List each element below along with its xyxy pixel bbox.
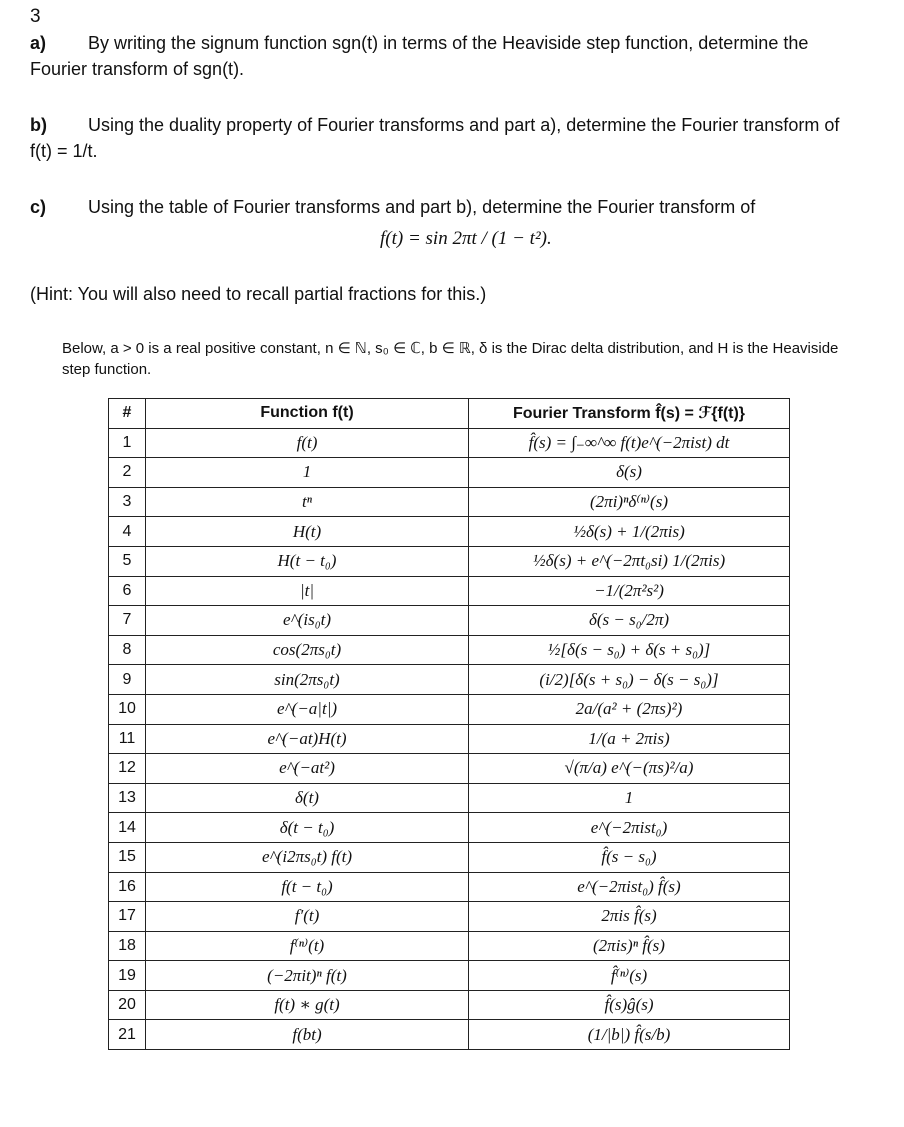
table-row: [109, 931, 790, 961]
row-transform: 2πis f̂(s): [469, 902, 790, 932]
row-function: e^(−at)H(t): [146, 724, 469, 754]
row-transform: e^(−2πist₀) f̂(s): [469, 872, 790, 902]
row-number: 9: [109, 665, 146, 695]
part-c-text: Using the table of Fourier transforms and part b), determine the Fourier transform of: [88, 197, 756, 217]
row-number: 21: [109, 1020, 146, 1050]
row-function: δ(t): [146, 783, 469, 813]
part-a: [30, 30, 864, 82]
table-row: [109, 517, 790, 547]
row-transform: ½[δ(s − s₀) + δ(s + s₀)]: [469, 635, 790, 665]
row-transform: (2πis)ⁿ f̂(s): [469, 931, 790, 961]
row-number: 12: [109, 754, 146, 784]
table-row: [109, 546, 790, 576]
table-row: [109, 487, 790, 517]
row-function: sin(2πs₀t): [146, 665, 469, 695]
table-row: [109, 990, 790, 1020]
row-function: cos(2πs₀t): [146, 635, 469, 665]
row-function: f(t − t₀): [146, 872, 469, 902]
row-transform: ½δ(s) + e^(−2πt₀si) 1/(2πis): [469, 546, 790, 576]
question-number: 3: [30, 6, 41, 27]
row-function: f(t) ∗ g(t): [146, 990, 469, 1020]
row-transform: f̂⁽ⁿ⁾(s): [469, 961, 790, 991]
table-row: [109, 635, 790, 665]
row-number: 14: [109, 813, 146, 843]
row-number: 2: [109, 458, 146, 488]
row-number: 11: [109, 724, 146, 754]
table-intro: Below, a > 0 is a real positive constant, n ∈ ℕ, s₀ ∈ ℂ, b ∈ ℝ, δ is the Dirac delta distribution, and H is the Heaviside step function.: [62, 340, 839, 378]
table-row: [109, 1020, 790, 1050]
row-number: 17: [109, 902, 146, 932]
table-header-row: [109, 399, 790, 429]
table-row: [109, 428, 790, 458]
row-number: 19: [109, 961, 146, 991]
row-number: 20: [109, 990, 146, 1020]
table-row: [109, 961, 790, 991]
row-number: 13: [109, 783, 146, 813]
fourier-transform-table: [108, 398, 790, 1050]
row-number: 6: [109, 576, 146, 606]
row-function: e^(−a|t|): [146, 694, 469, 724]
row-number: 1: [109, 428, 146, 458]
row-transform: (i/2)[δ(s + s₀) − δ(s − s₀)]: [469, 665, 790, 695]
row-number: 5: [109, 546, 146, 576]
row-function: δ(t − t₀): [146, 813, 469, 843]
row-number: 10: [109, 694, 146, 724]
row-transform: 1: [469, 783, 790, 813]
table-row: [109, 458, 790, 488]
hint-text: (Hint: You will also need to recall partial fractions for this.): [30, 284, 487, 304]
row-function: e^(−at²): [146, 754, 469, 784]
row-transform: f̂(s − s₀): [469, 842, 790, 872]
table-row: [109, 754, 790, 784]
row-function: 1: [146, 458, 469, 488]
row-number: 8: [109, 635, 146, 665]
display-equation: f(t) = sin 2πt / (1 − t²).: [380, 228, 552, 249]
header-transform: Fourier Transform f̂(s) = ℱ{f(t)}: [469, 399, 790, 429]
part-b-text: Using the duality property of Fourier transforms and part a), determine the Fourier transform of f(t) = 1/t.: [30, 115, 840, 161]
table-row: [109, 872, 790, 902]
row-function: |t|: [146, 576, 469, 606]
row-number: 15: [109, 842, 146, 872]
table-row: [109, 724, 790, 754]
row-transform: (2πi)ⁿδ⁽ⁿ⁾(s): [469, 487, 790, 517]
table-row: [109, 813, 790, 843]
row-number: 4: [109, 517, 146, 547]
row-transform: e^(−2πist₀): [469, 813, 790, 843]
row-function: f′(t): [146, 902, 469, 932]
table-row: [109, 606, 790, 636]
row-transform: (1/|b|) f̂(s/b): [469, 1020, 790, 1050]
row-transform: √(π/a) e^(−(πs)²/a): [469, 754, 790, 784]
row-function: f(bt): [146, 1020, 469, 1050]
row-number: 16: [109, 872, 146, 902]
table-row: [109, 694, 790, 724]
row-transform: δ(s): [469, 458, 790, 488]
part-a-text: By writing the signum function sgn(t) in terms of the Heaviside step function, determine the Fourier transform of sgn(t).: [30, 33, 809, 79]
row-number: 3: [109, 487, 146, 517]
table-row: [109, 902, 790, 932]
table-row: [109, 665, 790, 695]
part-a-label: a): [30, 33, 47, 53]
row-function: H(t − t₀): [146, 546, 469, 576]
row-transform: δ(s − s₀/2π): [469, 606, 790, 636]
row-function: H(t): [146, 517, 469, 547]
row-transform: −1/(2π²s²): [469, 576, 790, 606]
header-number: #: [109, 399, 146, 429]
table-row: [109, 842, 790, 872]
row-transform: 1/(a + 2πis): [469, 724, 790, 754]
part-b: [30, 112, 864, 164]
row-function: tⁿ: [146, 487, 469, 517]
part-b-label: b): [30, 115, 47, 135]
row-function: f⁽ⁿ⁾(t): [146, 931, 469, 961]
row-function: e^(i2πs₀t) f(t): [146, 842, 469, 872]
row-transform: ½δ(s) + 1/(2πis): [469, 517, 790, 547]
row-transform: 2a/(a² + (2πs)²): [469, 694, 790, 724]
row-function: e^(is₀t): [146, 606, 469, 636]
row-number: 18: [109, 931, 146, 961]
table-row: [109, 783, 790, 813]
part-c-label: c): [30, 197, 47, 217]
part-c: [30, 194, 864, 220]
row-function: f(t): [146, 428, 469, 458]
table-row: [109, 576, 790, 606]
row-transform: f̂(s) = ∫₋∞^∞ f(t)e^(−2πist) dt: [469, 428, 790, 458]
row-transform: f̂(s)ĝ(s): [469, 990, 790, 1020]
row-function: (−2πit)ⁿ f(t): [146, 961, 469, 991]
header-function: Function f(t): [146, 399, 469, 429]
row-number: 7: [109, 606, 146, 636]
